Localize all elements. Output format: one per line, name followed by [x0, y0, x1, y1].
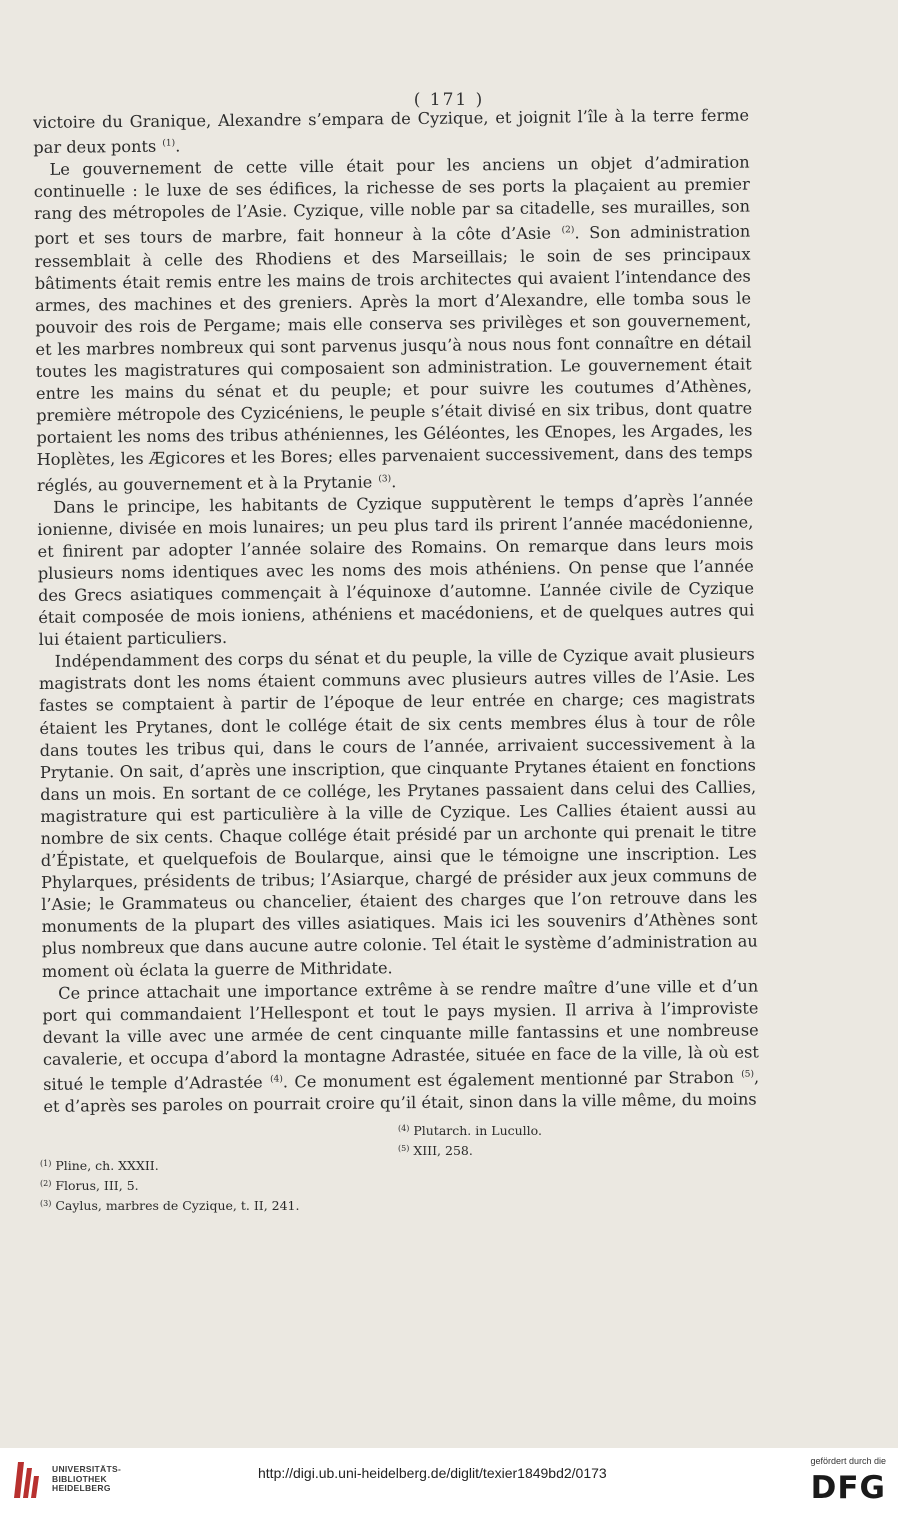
paragraph-text: Ce prince attachait une importance extrême à se rendre maître d’une ville et d’un port qui commandaient l’Hellespont et tout le pays mysien. Il arriva à l’improviste devant la ville avec une armée de cent cinquante mille fantassins et une nombreuse cavalerie, et occupa d’abord la montagne Adrastée, située en face de la ville, là où est situé le temple d’Adrastée — [42, 976, 759, 1094]
footnote — [40, 1195, 400, 1215]
permalink-url[interactable]: http://digi.ub.uni-heidelberg.de/diglit/texier1849bd2/0173 — [258, 1465, 607, 1481]
viewer-footer — [0, 1448, 898, 1513]
footnote-reference[interactable]: (3) — [378, 473, 392, 484]
footnote-mark: (4) — [398, 1124, 410, 1133]
paragraph-text: . Ce monument est également mentionné par Strabon — [282, 1067, 741, 1092]
footnote-reference[interactable]: (1) — [162, 138, 176, 149]
body-text — [33, 105, 759, 1119]
paragraph — [33, 152, 752, 497]
footnotes-right — [398, 1120, 658, 1160]
paragraph-text: . — [175, 136, 181, 156]
page-number: ( 171 ) — [413, 90, 485, 110]
dfg-logo: DFG — [810, 1470, 886, 1506]
footnote — [40, 1175, 400, 1195]
footnote-reference[interactable]: (2) — [561, 225, 575, 236]
paragraph — [42, 975, 759, 1118]
footnote-text: Florus, III, 5. — [55, 1178, 139, 1193]
footnote — [398, 1120, 658, 1140]
paragraph-text: Le gouvernement de cette ville était pour les anciens un objet d’admiration continuelle : le luxe de ses édifices, la richesse de ses ports la plaçaient au premier rang des métropoles de l’Asie. Cyzique, ville noble par sa citadelle, ses murailles, son port et ses tours de marbre, fait honneur à la côte d’Asie — [33, 152, 751, 249]
paragraph — [39, 644, 758, 983]
paragraph-text: , et d’après ses paroles on pourrait croire qu’il était, sinon dans la ville même, du moins — [43, 1067, 760, 1117]
footnote-mark: (2) — [40, 1179, 52, 1188]
paragraph-text: . Son administration ressemblait à celle des Rhodiens et des Marseillais; le soin de ses principaux bâtiments était remis entre les mains de trois architectes qui avaient l’intendance des armes, des machines et des greniers. Après la mort d’Alexandre, elle tomba sous le pouvoir des rois de Pergame; mais elle conserva ses privilèges et son gouvernement, et les marbres nombreux qui sont parvenus jusqu’à nous nous font connaître en détail toutes les magistratures qui composaient son administration. Le gouvernement était entre les mains du sénat et du peuple; et pour suivre les coutumes d’Athènes, première métropole des Cyzicéniens, le peuple s’était divisé en six tribus, dont quatre portaient les noms des tribus athéniennes, les Géléontes, les Œnopes, les Argades, les Hoplètes, les Ægicores et les Bores; elles parvenaient successivement, dans des temps réglés, au gouvernement et à la Prytanie — [34, 221, 753, 495]
footnote — [398, 1140, 658, 1160]
library-name: UNIVERSITÄTS- BIBLIOTHEK HEIDELBERG — [52, 1464, 122, 1493]
paragraph-text: victoire du Granique, Alexandre s’empara de Cyzique, et joignit l’île à la terre ferme par deux ponts — [33, 105, 750, 158]
paragraph-text: Indépendamment des corps du sénat et du peuple, la ville de Cyzique avait plusieurs magistrats dont les noms étaient communs avec plusieurs autres villes de l’Asie. Les fastes se comptaient à partir de l’époque de leur entrée en charge; ces magistrats étaient les Prytanes, dont le collége était de six cents membres élus à tour de rôle dans toutes les tribus qui, dans le cours de l’année, arrivaient successivement à la Prytanie. On sait, d’après une inscription, que cinquante Prytanes étaient en fonctions dans un mois. En sortant de ce collége, les Prytanes passaient dans celui des Callies, magistrature qui est particulière à la ville de Cyzique. Les Callies étaient aussi au nombre de six cents. Chaque collége était présidé par un archonte qui prenait le titre d’Épistate, et quelquefois de Boularque, ainsi que le témoigne une inscription. Les Phylarques, présidents de tribus; l’Asiarque, chargé de présider aux jeux communs de l’Asie; le Grammateus ou chancelier, étaient des charges que l’on retrouve dans les monuments de la plupart des villes asiatiques. Mais ici les souvenirs d’Athènes sont plus nombreux que dans aucune autre colonie. Tel était le système d’administration au moment où éclata la guerre de Mithridate. — [38, 644, 758, 981]
paragraph-text: . — [391, 471, 397, 491]
footnote-mark: (5) — [398, 1144, 410, 1153]
footnotes-left — [40, 1155, 400, 1215]
footnote — [40, 1155, 400, 1175]
footnote-reference[interactable]: (5) — [741, 1069, 755, 1080]
footnote-mark: (1) — [40, 1159, 52, 1168]
footnote-text: XIII, 258. — [413, 1143, 473, 1158]
footnote-mark: (3) — [40, 1199, 52, 1208]
footnote-reference[interactable]: (4) — [270, 1074, 283, 1085]
paragraph-text: Dans le principe, les habitants de Cyzique supputèrent le temps d’après l’année ionienne, divisée en mois lunaires; un peu plus tard ils prirent l’année macédonienne, et finirent par adopter l’année solaire des Romains. On remarque dans leurs mois plusieurs noms identiques avec les noms des mois athéniens. On pense que l’année des Grecs asiatiques commençait à l’équinoxe d’automne. L’année civile de Cyzique était composée de mois ioniens, athéniens et macédoniens, et de quelques autres qui lui étaient particuliers. — [37, 490, 755, 650]
footnote-text: Caylus, marbres de Cyzique, t. II, 241. — [55, 1198, 300, 1213]
footnote-text: Pline, ch. XXXII. — [55, 1158, 159, 1173]
university-library-logo-icon — [10, 1458, 44, 1502]
sponsor-text: gefördert durch die — [810, 1456, 886, 1466]
footnote-text: Plutarch. in Lucullo. — [413, 1123, 542, 1138]
paragraph — [37, 489, 755, 651]
paragraph — [33, 105, 749, 160]
